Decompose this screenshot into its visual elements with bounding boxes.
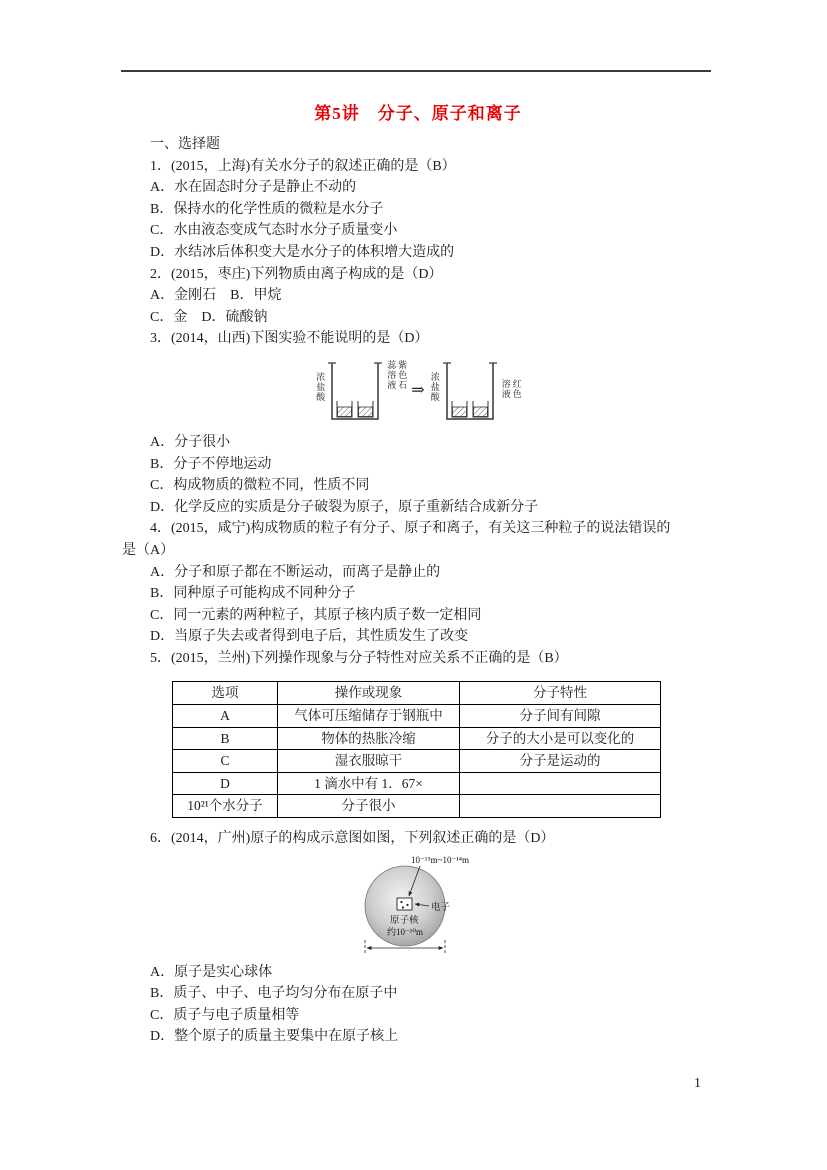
- acid-label-left: 浓盐酸: [315, 371, 326, 402]
- atom-structure-icon: [323, 852, 513, 960]
- page-number: 1: [694, 1076, 701, 1091]
- red-solution-label: 红色溶液: [500, 378, 522, 399]
- page-title: 第5讲 分子、原子和离子: [314, 104, 522, 123]
- table-cell: 分子的大小是可以变化的: [460, 727, 661, 750]
- table-cell: B: [173, 727, 278, 750]
- beaker-apparatus-icon: [328, 360, 382, 422]
- question-6-option-a: A．原子是实心球体: [150, 964, 273, 980]
- table-row: [173, 705, 661, 728]
- question-1-option-d: D．水结冰后体积变大是水分子的体积增大造成的: [150, 244, 455, 260]
- question-3-option-c: C．构成物质的微粒不同，性质不同: [150, 478, 370, 494]
- question-1-option-c: C．水由液态变成气态时水分子质量变小: [150, 223, 398, 239]
- table-cell: [460, 795, 661, 818]
- question-4-option-a: A．分子和原子都在不断运动，而离子是静止的: [150, 564, 441, 580]
- table-header-row: [173, 682, 661, 705]
- litmus-solution-label: 紫色石蕊溶液: [386, 359, 408, 390]
- table-cell: 分子很小: [278, 795, 460, 818]
- molecule-property-table: [172, 681, 661, 818]
- question-4-stem: 4．(2015，咸宁)构成物质的粒子有分子、原子和离子，有关这三种粒子的说法错误的: [150, 521, 671, 537]
- question-5-stem: 5．(2015，兰州)下列操作现象与分子特性对应关系不正确的是（B）: [150, 650, 568, 666]
- electron-label: 电子: [431, 902, 451, 913]
- question-4-option-b: B．同种原子可能构成不同种分子: [150, 586, 356, 602]
- question-3-option-d: D．化学反应的实质是分子破裂为原子，原子重新结合成新分子: [150, 499, 539, 515]
- question-6-stem: 6．(2014，广州)原子的构成示意图如图，下列叙述正确的是（D）: [150, 831, 555, 847]
- atom-scale-label: 约10⁻¹⁰m: [387, 926, 424, 937]
- question-1-option-b: B．保持水的化学性质的微粒是水分子: [150, 201, 384, 217]
- table-cell: 分子间有间隙: [460, 705, 661, 728]
- question-3-stem: 3．(2014，山西)下图实验不能说明的是（D）: [150, 331, 429, 347]
- question-2-options-ab: A．金刚石 B．甲烷: [150, 288, 282, 304]
- table-cell: [460, 772, 661, 795]
- nucleus-box: [397, 898, 412, 910]
- experiment-diagram: [122, 358, 714, 424]
- atom-diagram: [122, 852, 714, 960]
- question-2-stem: 2．(2015，枣庄)下列物质由离子构成的是（D）: [150, 266, 443, 282]
- question-1-option-a: A．水在固态时分子是静止不动的: [150, 180, 357, 196]
- question-6-option-d: D．整个原子的质量主要集中在原子核上: [150, 1029, 399, 1045]
- table-cell: C: [173, 750, 278, 773]
- question-1-stem: 1．(2015，上海)有关水分子的叙述正确的是（B）: [150, 158, 456, 174]
- table-cell: 湿衣服晾干: [278, 750, 460, 773]
- table-cell: 分子是运动的: [460, 750, 661, 773]
- acid-label-right: 浓盐酸: [429, 371, 440, 402]
- header-rule: [121, 70, 711, 72]
- table-cell: 10²¹个水分子: [173, 795, 278, 818]
- beaker-apparatus-icon: [443, 360, 497, 422]
- question-3-option-a: A．分子很小: [150, 434, 231, 450]
- question-3-option-b: B．分子不停地运动: [150, 456, 272, 472]
- question-2-options-cd: C．金 D．硫酸钠: [150, 309, 268, 325]
- question-6-option-b: B．质子、中子、电子均匀分布在原子中: [150, 986, 398, 1002]
- table-cell: 物体的热胀冷缩: [278, 727, 460, 750]
- table-cell: A: [173, 705, 278, 728]
- table-header-option: 选项: [173, 682, 278, 705]
- table-cell: 气体可压缩储存于钢瓶中: [278, 705, 460, 728]
- question-4-option-c: C．同一元素的两种粒子，其原子核内质子数一定相同: [150, 607, 482, 623]
- table-cell: D: [173, 772, 278, 795]
- worksheet-content: [122, 103, 714, 1048]
- question-4-stem-continued: 是（A）: [122, 542, 175, 558]
- table-row: [173, 727, 661, 750]
- table-row: [173, 795, 661, 818]
- question-6-option-c: C．质子与电子质量相等: [150, 1007, 300, 1023]
- table-row: [173, 772, 661, 795]
- table-header-operation: 操作或现象: [278, 682, 460, 705]
- section-heading: 一、选择题: [150, 137, 220, 152]
- nucleus-scale-label: 10⁻¹⁵m~10⁻¹⁴m: [411, 854, 470, 865]
- table-header-property: 分子特性: [460, 682, 661, 705]
- table-cell: 1 滴水中有 1．67×: [278, 772, 460, 795]
- arrow-icon: ⇒: [411, 381, 425, 399]
- question-4-option-d: D．当原子失去或者得到电子后，其性质发生了改变: [150, 629, 469, 645]
- nucleus-label: 原子核: [390, 915, 419, 926]
- table-row: [173, 750, 661, 773]
